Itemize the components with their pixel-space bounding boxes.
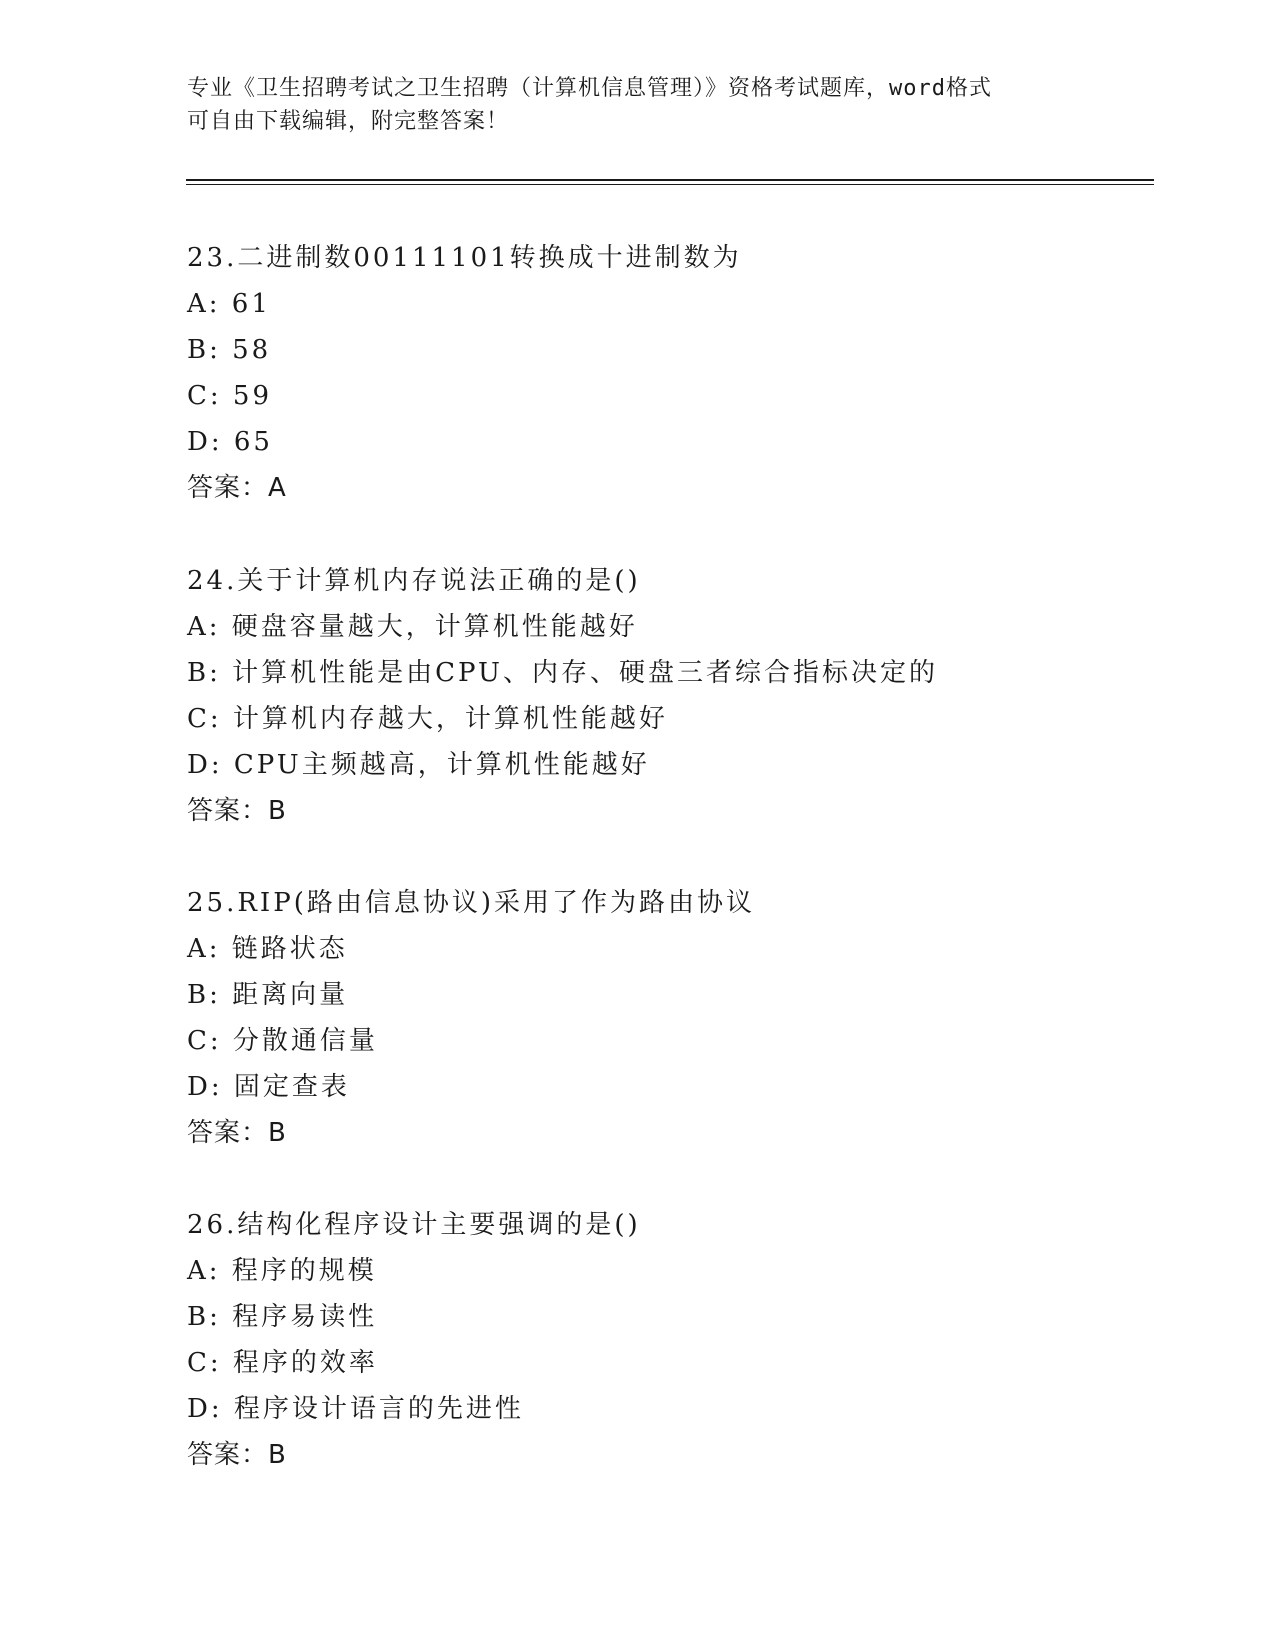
option-d: D: 固定查表 bbox=[187, 1072, 350, 1102]
question-stem: 25.RIP(路由信息协议)采用了作为路由协议 bbox=[187, 888, 755, 918]
option-a: A: 61 bbox=[187, 289, 271, 319]
option-c: C: 分散通信量 bbox=[187, 1026, 378, 1056]
header-line-2: 可自由下载编辑，附完整答案！ bbox=[187, 109, 510, 134]
option-d: D: 65 bbox=[187, 427, 273, 457]
option-b: B: 58 bbox=[187, 335, 272, 365]
option-d: D: 程序设计语言的先进性 bbox=[187, 1394, 524, 1424]
option-d: D: CPU主频越高，计算机性能越好 bbox=[187, 750, 650, 780]
header-divider-thick bbox=[186, 179, 1154, 181]
answer: 答案：B bbox=[187, 796, 287, 826]
answer: 答案：B bbox=[187, 1440, 287, 1470]
question-25 bbox=[187, 880, 755, 1156]
question-23 bbox=[187, 235, 742, 511]
option-b: B: 距离向量 bbox=[187, 980, 349, 1010]
option-b: B: 程序易读性 bbox=[187, 1302, 378, 1332]
option-a: A: 链路状态 bbox=[187, 934, 348, 964]
header-line-1: 专业《卫生招聘考试之卫生招聘（计算机信息管理）》资格考试题库，word格式 bbox=[187, 76, 992, 101]
option-c: C: 计算机内存越大，计算机性能越好 bbox=[187, 704, 668, 734]
question-26 bbox=[187, 1202, 641, 1478]
header-divider-thin bbox=[186, 184, 1154, 185]
option-b: B: 计算机性能是由CPU、内存、硬盘三者综合指标决定的 bbox=[187, 658, 938, 688]
answer: 答案：B bbox=[187, 1118, 287, 1148]
option-a: A: 程序的规模 bbox=[187, 1256, 377, 1286]
option-c: C: 59 bbox=[187, 381, 273, 411]
question-stem: 23.二进制数00111101转换成十进制数为 bbox=[187, 243, 742, 273]
option-c: C: 程序的效率 bbox=[187, 1348, 378, 1378]
question-24 bbox=[187, 558, 938, 834]
document-header bbox=[187, 72, 1087, 138]
question-stem: 24.关于计算机内存说法正确的是() bbox=[187, 566, 641, 596]
question-stem: 26.结构化程序设计主要强调的是() bbox=[187, 1210, 641, 1240]
option-a: A: 硬盘容量越大，计算机性能越好 bbox=[187, 612, 638, 642]
answer: 答案：A bbox=[187, 473, 287, 503]
